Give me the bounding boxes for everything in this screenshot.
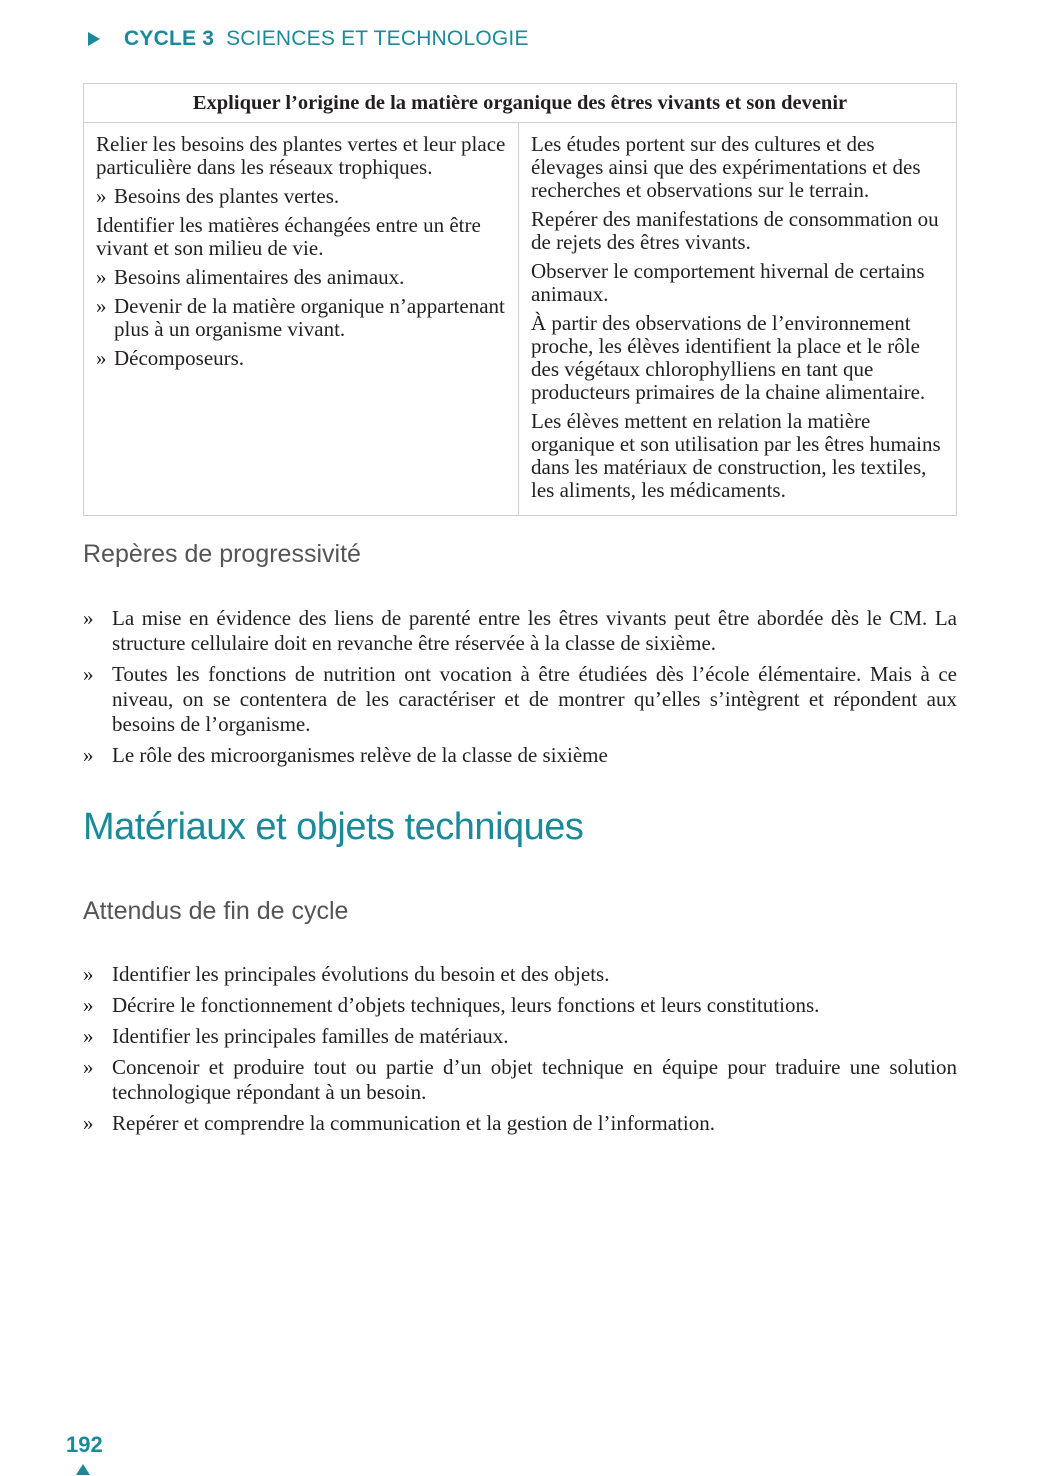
- bullet-marker: »: [83, 1055, 94, 1079]
- list-item-text: Le rôle des microorganismes relève de la classe de sixième: [112, 743, 608, 767]
- list-item-text: Identifier les principales familles de matériaux.: [112, 1024, 509, 1048]
- list-item: [83, 743, 957, 768]
- competences-table: [83, 83, 957, 516]
- bullet-marker: »: [96, 265, 107, 289]
- bullet-marker: »: [96, 184, 107, 208]
- list-item-text: Toutes les fonctions de nutrition ont vocation à être étudiées dès l’école élémentaire. Mais à ce niveau, on se contentera de les caractériser et de montrer qu’elles s’intègrent et répondent aux besoins de l’organisme.: [112, 662, 957, 736]
- attendus-list: [83, 962, 957, 1142]
- cell-item-text: Devenir de la matière organique n’appartenant plus à un organisme vivant.: [114, 294, 505, 341]
- cell-list-item: [96, 295, 508, 341]
- list-item-text: Repérer et comprendre la communication et la gestion de l’information.: [112, 1111, 715, 1135]
- bullet-marker: »: [83, 1111, 94, 1135]
- cell-paragraph: Les élèves mettent en relation la matière organique et son utilisation par les êtres humains dans les matériaux de construction, les textiles, les aliments, les médicaments.: [531, 409, 941, 502]
- bullet-marker: »: [83, 993, 94, 1017]
- list-item: [83, 1024, 957, 1049]
- section-title: Matériaux et objets techniques: [83, 806, 584, 848]
- bullet-marker: »: [83, 606, 94, 630]
- bullet-marker: »: [83, 962, 94, 986]
- list-item-text: Concenoir et produire tout ou partie d’un objet technique en équipe pour traduire une solution technologique répondant à un besoin.: [112, 1055, 957, 1104]
- list-item-text: Identifier les principales évolutions du besoin et des objets.: [112, 962, 610, 986]
- cell-list-item: [96, 185, 508, 208]
- reperes-list: [83, 606, 957, 774]
- table-title: Expliquer l’origine de la matière organique des êtres vivants et son devenir: [84, 84, 957, 123]
- cell-paragraph: À partir des observations de l’environnement proche, les élèves identifient la place et le rôle des végétaux chlorophylliens en tant que producteurs primaires de la chaine alimentaire.: [531, 311, 926, 404]
- page-number: 192: [66, 1432, 103, 1457]
- triangle-right-icon: [88, 32, 100, 46]
- reperes-heading: Repères de progressivité: [83, 540, 361, 568]
- table-cell-right: [519, 123, 957, 516]
- cell-item-text: Besoins alimentaires des animaux.: [114, 265, 405, 289]
- cell-item-text: Besoins des plantes vertes.: [114, 184, 340, 208]
- cell-list-item: [96, 347, 508, 370]
- bullet-marker: »: [96, 346, 107, 370]
- cell-paragraph: Observer le comportement hivernal de certains animaux.: [531, 259, 925, 306]
- list-item: [83, 1111, 957, 1136]
- bullet-marker: »: [83, 743, 94, 767]
- cell-paragraph: Les études portent sur des cultures et des élevages ainsi que des expérimentations et des recherches et observations sur le terrain.: [531, 132, 921, 202]
- list-item: [83, 662, 957, 737]
- cell-item-text: Décomposeurs.: [114, 346, 245, 370]
- bullet-marker: »: [83, 662, 94, 686]
- list-item: [83, 606, 957, 656]
- bullet-marker: »: [83, 1024, 94, 1048]
- attendus-heading: Attendus de fin de cycle: [83, 897, 349, 925]
- running-header: [88, 26, 529, 52]
- list-item: [83, 962, 957, 987]
- cell-paragraph: Relier les besoins des plantes vertes et leur place particulière dans les réseaux trophiques.: [96, 132, 506, 179]
- table-cell-left: [84, 123, 519, 516]
- header-subject: SCIENCES ET TECHNOLOGIE: [226, 27, 529, 50]
- cell-paragraph: Identifier les matières échangées entre un être vivant et son milieu de vie.: [96, 213, 481, 260]
- triangle-up-icon: [76, 1464, 90, 1475]
- cell-list-item: [96, 266, 508, 289]
- header-cycle: CYCLE 3: [124, 27, 215, 50]
- list-item-text: La mise en évidence des liens de parenté entre les êtres vivants peut être abordée dès le CM. La structure cellulaire doit en revanche être réservée à la classe de sixième.: [112, 606, 957, 655]
- list-item: [83, 993, 957, 1018]
- list-item: [83, 1055, 957, 1105]
- cell-paragraph: Repérer des manifestations de consommation ou de rejets des êtres vivants.: [531, 207, 939, 254]
- list-item-text: Décrire le fonctionnement d’objets techniques, leurs fonctions et leurs constitutions.: [112, 993, 820, 1017]
- bullet-marker: »: [96, 294, 107, 318]
